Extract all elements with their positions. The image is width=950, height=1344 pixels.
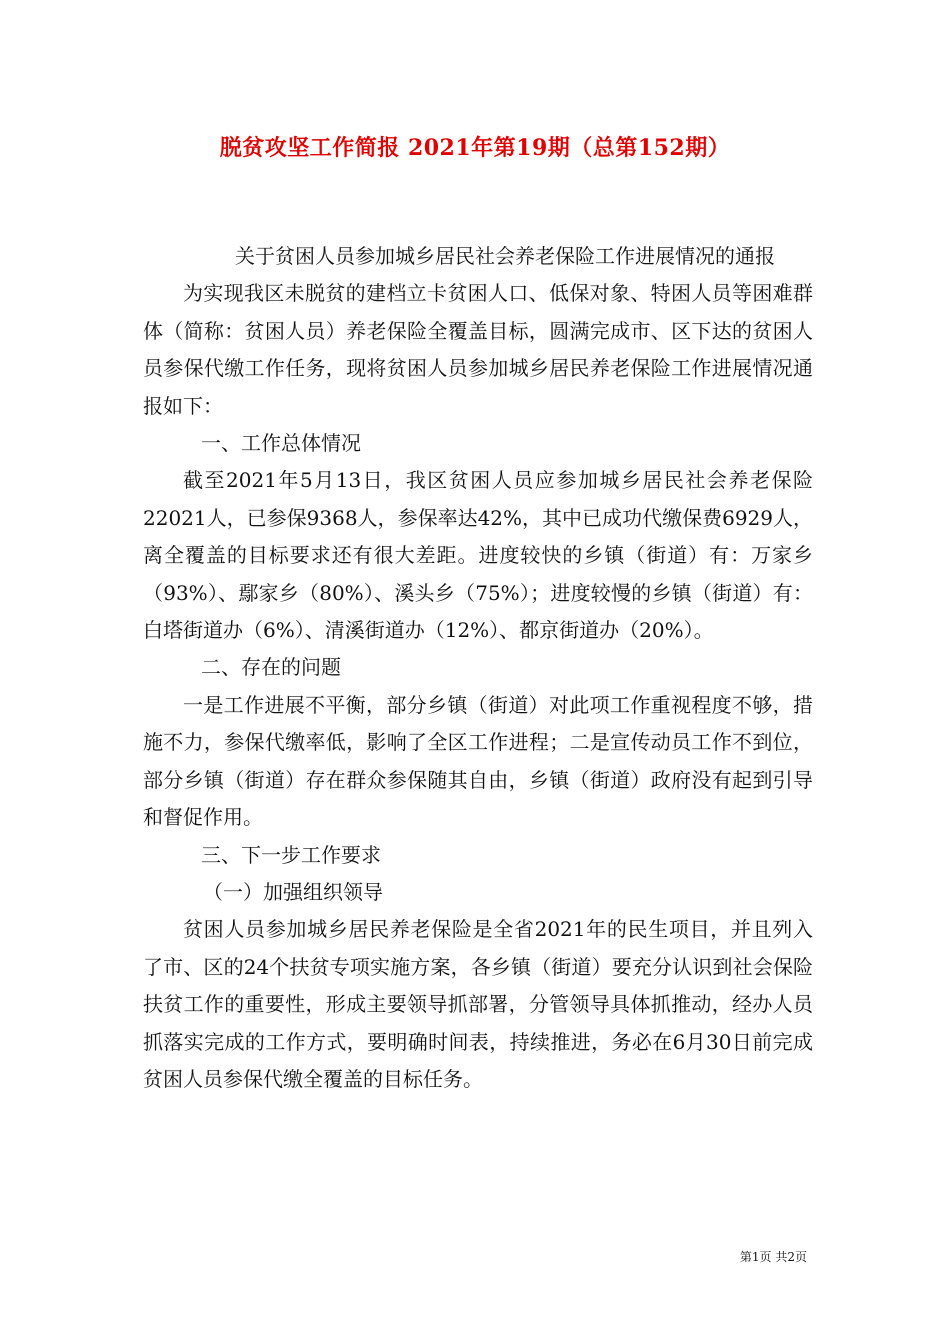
overview-paragraph: 截至2021年5月13日，我区贫困人员应参加城乡居民社会养老保险22021人，已参保9368人，参保率达42%，其中已成功代缴保费6929人，离全覆盖的目标要求还有很大差距。进度较快的乡镇（街道）有：万家乡（93%）、鄢家乡（80%）、溪头乡（75%）；进度较慢的乡镇（街道）有：白塔街道办（6%）、清溪街道办（12%）、都京街道办（20%）。: [143, 468, 813, 643]
intro-paragraph: 为实现我区未脱贫的建档立卡贫困人口、低保对象、特困人员等困难群体（简称：贫困人员）养老保险全覆盖目标，圆满完成市、区下达的贫困人员参保代缴工作任务，现将贫困人员参加城乡居民养老保险工作进展情况通报如下：: [143, 281, 813, 418]
page-number: 第1页 共2页: [739, 1250, 807, 1264]
section-heading-problems: 二、存在的问题: [201, 655, 341, 680]
section-heading-next-steps: 三、下一步工作要求: [201, 842, 381, 867]
problems-paragraph: 一是工作进展不平衡，部分乡镇（街道）对此项工作重视程度不够，措施不力，参保代缴率低，影响了全区工作进程；二是宣传动员工作不到位，部分乡镇（街道）存在群众参保随其自由，乡镇（街道）政府没有起到引导和督促作用。: [143, 692, 813, 830]
leadership-paragraph: 贫困人员参加城乡居民养老保险是全省2021年的民生项目，并且列入了市、区的24个扶贫专项实施方案，各乡镇（街道）要充分认识到社会保险扶贫工作的重要性，形成主要领导抓部署，分管领导具体抓推动，经办人员抓落实完成的工作方式，要明确时间表，持续推进，务必在6月30日前完成贫困人员参保代缴全覆盖的目标任务。: [143, 917, 813, 1091]
document-body: [143, 238, 813, 1098]
document-title: 脱贫攻坚工作简报 2021年第19期（总第152期）: [219, 135, 731, 161]
notice-subtitle: 关于贫困人员参加城乡居民社会养老保险工作进展情况的通报: [235, 244, 775, 268]
subsection-heading-leadership: （一）加强组织领导: [203, 879, 383, 904]
section-heading-overview: 一、工作总体情况: [201, 431, 361, 456]
